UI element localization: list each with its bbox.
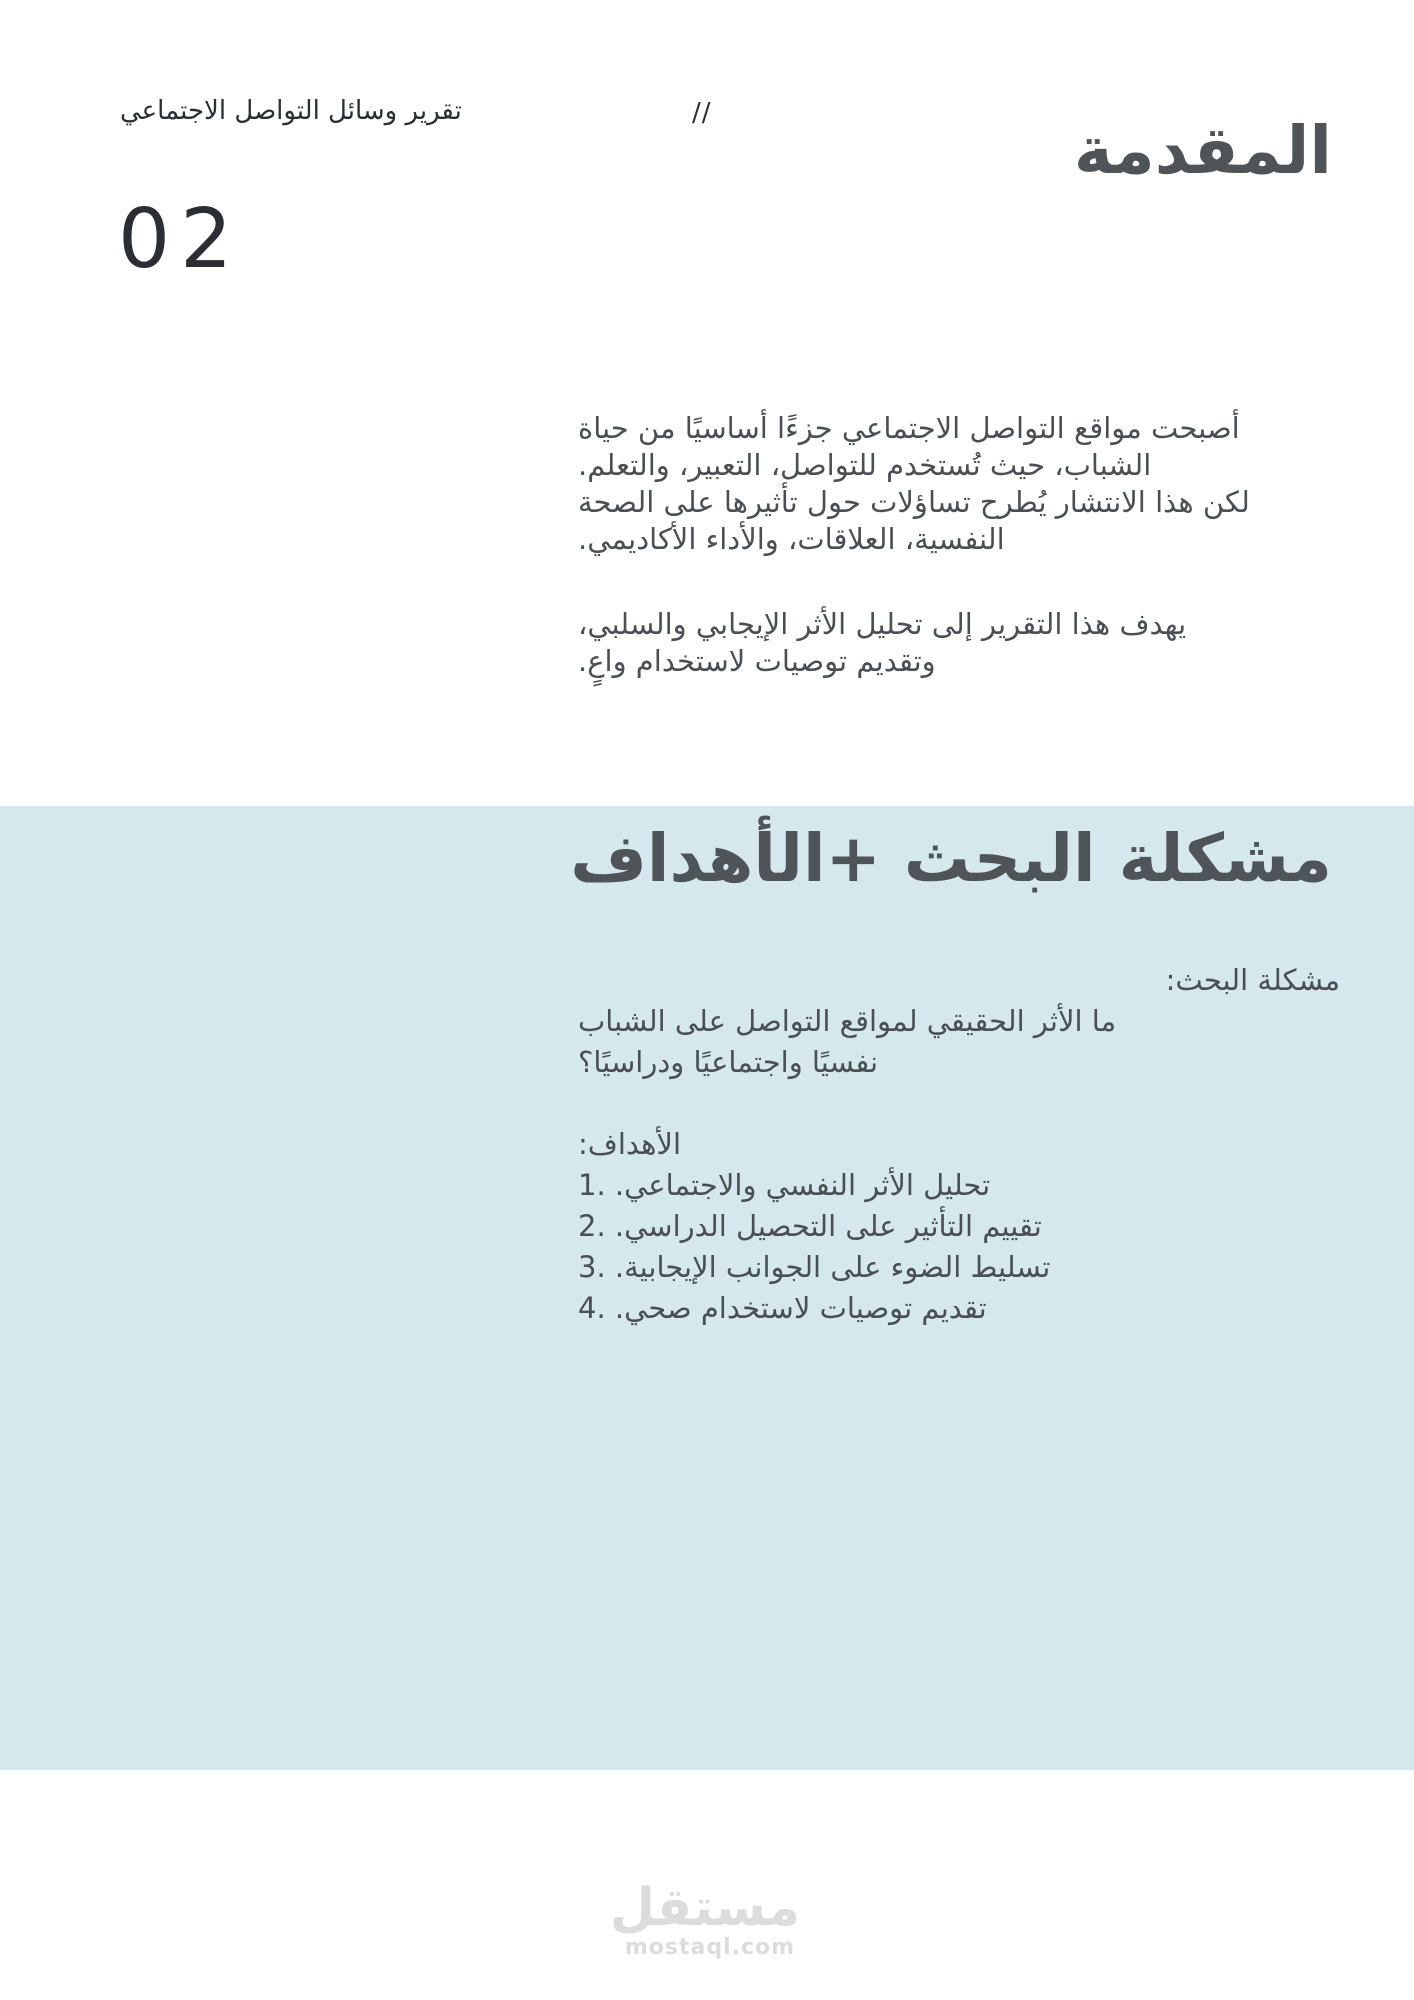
goal-text: تحليل الأثر النفسي والاجتماعي.	[614, 1168, 991, 1202]
goal-text: تقييم التأثير على التحصيل الدراسي.	[614, 1209, 1042, 1243]
goal-number: 3.	[578, 1250, 606, 1284]
intro-line: لكن هذا الانتشار يُطرح تساؤلات حول تأثيرها على الصحة	[578, 485, 1250, 519]
goal-item	[578, 1206, 1338, 1247]
goal-number: 2.	[578, 1209, 606, 1243]
report-title: تقرير وسائل التواصل الاجتماعي	[120, 96, 462, 126]
intro-line: النفسية، العلاقات، والأداء الأكاديمي.	[578, 522, 1005, 556]
goal-item	[578, 1288, 1338, 1329]
goal-number: 1.	[578, 1168, 606, 1202]
intro-body	[578, 410, 1338, 680]
intro-line: وتقديم توصيات لاستخدام واعٍ.	[578, 644, 936, 678]
header-separator: //	[692, 98, 712, 128]
goal-text: تسليط الضوء على الجوانب الإيجابية.	[614, 1250, 1051, 1284]
goal-item	[578, 1247, 1338, 1288]
paragraph-spacer	[578, 558, 1338, 606]
problem-label: مشكلة البحث:	[1165, 963, 1340, 997]
intro-line: أصبحت مواقع التواصل الاجتماعي جزءًا أساسيًا من حياة	[578, 411, 1240, 445]
problem-question-line: نفسيًا واجتماعيًا ودراسيًا؟	[578, 1045, 879, 1079]
watermark-logo-arabic: مستقل	[609, 1878, 800, 1938]
goals-label: الأهداف:	[578, 1127, 682, 1161]
intro-line: الشباب، حيث تُستخدم للتواصل، التعبير، والتعلم.	[578, 448, 1152, 482]
page-number: 02	[118, 192, 243, 287]
paragraph-spacer	[578, 1083, 1338, 1124]
problem-heading: مشكلة البحث +الأهداف	[570, 820, 1332, 897]
problem-question-line: ما الأثر الحقيقي لمواقع التواصل على الشباب	[578, 1004, 1117, 1038]
goal-item	[578, 1165, 1338, 1206]
goal-number: 4.	[578, 1291, 606, 1325]
problem-body	[578, 960, 1338, 1329]
watermark-logo-latin: mostaql.com	[624, 1935, 796, 1960]
intro-line: يهدف هذا التقرير إلى تحليل الأثر الإيجابي والسلبي،	[578, 607, 1187, 641]
intro-heading: المقدمة	[1073, 112, 1332, 189]
goal-text: تقديم توصيات لاستخدام صحي.	[614, 1291, 987, 1325]
mostaql-watermark	[609, 1878, 800, 1960]
